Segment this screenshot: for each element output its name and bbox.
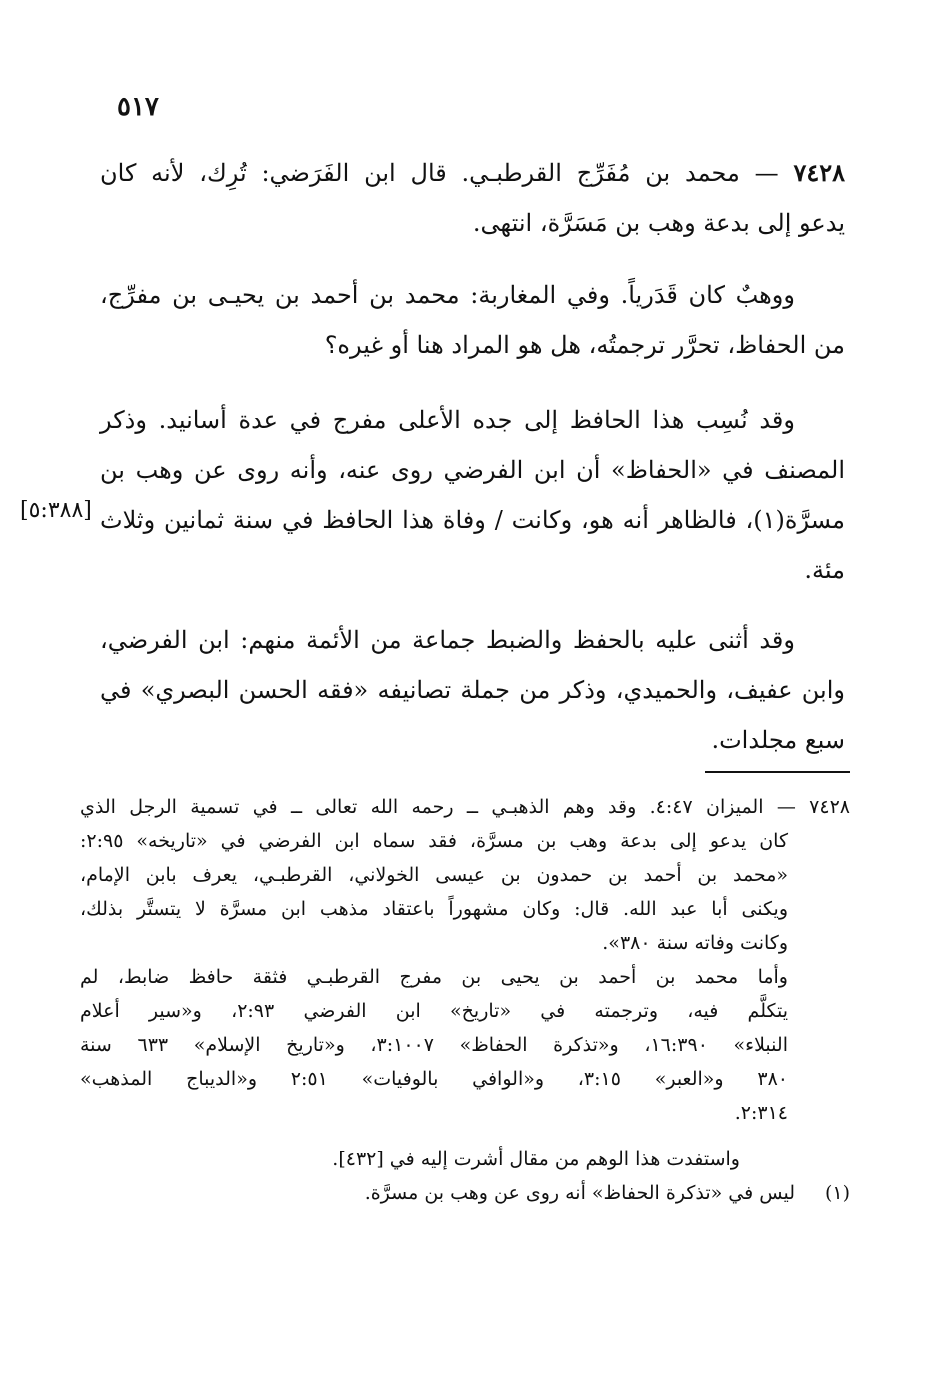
paragraph-3	[100, 615, 845, 765]
entry-number: ٧٤٢٨	[793, 158, 845, 187]
footnote-line: ٢:٣١٤.	[734, 1102, 788, 1124]
entry-text: — محمد بن مُفَرِّج القرطبـي. قال ابن الفَرَضي: تُرِك، لأنه كان	[100, 159, 779, 187]
footnote-line: كان يدعو إلى بدعة وهب بن مسرَّة، فقد سماه ابن الفرضي في «تاريخه» ٢:٩٥:	[80, 830, 788, 852]
paragraph-2	[100, 395, 845, 595]
page-number: ٥١٧	[117, 92, 159, 122]
text-line: وابن عفيف، والحميدي، وذكر من جملة تصانيفه «فقه الحسن البصري» في	[100, 676, 845, 704]
footnote-line: واستفدت هذا الوهم من مقال أشرت إليه في [٤٣٢].	[332, 1148, 740, 1170]
footnote-line: «محمد بن أحمد بن حمدون بن عيسى الخولاني، القرطبـي، يعرف بابن الإمام،	[80, 864, 788, 886]
footnote-line	[80, 790, 850, 824]
footnote-text: — الميزان ٤:٤٧. وقد وهم الذهبـي ــ رحمه الله تعالى ــ في تسمية الرجل الذي	[80, 796, 796, 818]
text-line: ووهبٌ كان قَدَرياً. وفي المغاربة: محمد بن أحمد بن يحيـى بن مفرِّج،	[100, 281, 795, 309]
footnote-line: وكانت وفاته سنة ٣٨٠».	[602, 932, 788, 954]
footnote-number: ٧٤٢٨	[809, 796, 850, 818]
volume-reference: [٥:٣٨٨]	[20, 498, 92, 523]
footnote-text: ليس في «تذكرة الحفاظ» أنه روى عن وهب بن مسرَّة.	[364, 1182, 795, 1204]
text-line: المصنف في «الحفاظ» أن ابن الفرضي روى عنه، وأنه روى عن وهب بن	[100, 456, 845, 484]
footnote-divider	[705, 771, 850, 773]
text-line: من الحفاظ، تحرَّر ترجمتُه، هل هو المراد هنا أو غيره؟	[324, 331, 845, 359]
entry-block	[100, 148, 845, 248]
text-line: وقد نُسِب هذا الحافظ إلى جده الأعلى مفرج في عدة أسانيد. وذكر	[100, 406, 795, 434]
text-line: سبع مجلدات.	[711, 726, 845, 754]
footnote-line	[80, 1176, 850, 1210]
footnote-line: النبلاء» ١٦:٣٩٠، و«تذكرة الحفاظ» ٣:١٠٠٧، و«تاريخ الإسلام» ٦٣٣ سنة	[80, 1034, 788, 1056]
entry-line: يدعو إلى بدعة وهب بن مَسَرَّة، انتهى.	[472, 209, 845, 237]
entry-line	[100, 148, 845, 198]
footnote-entry	[80, 790, 850, 1210]
text-line: مسرَّة(١)، فالظاهر أنه هو، وكانت / وفاة هذا الحافظ في سنة ثمانين وثلاث	[100, 506, 845, 534]
footnote-line: وأما محمد بن أحمد بن يحيى بن مفرج القرطبـي فثقة حافظ ضابط، لم	[80, 966, 788, 988]
footnote-number: (١)	[824, 1182, 850, 1204]
footnote-line: يتكلَّم فيه، وترجمته في «تاريخ» ابن الفرضي ٢:٩٣، و«سير أعلام	[80, 1000, 788, 1022]
footnote-line: ويكنى أبا عبد الله. قال: وكان مشهوراً باعتقاد مذهب ابن مسرَّة لا يتستَّر بذلك،	[80, 898, 788, 920]
footnote-line: ٣٨٠ و«العبر» ٣:١٥، و«الوافي بالوفيات» ٢:٥١ و«الديباج المذهب»	[80, 1068, 788, 1090]
text-line: وقد أثنى عليه بالحفظ والضبط جماعة من الأئمة منهم: ابن الفرضي،	[100, 626, 795, 654]
paragraph-1	[100, 270, 845, 370]
text-line: مئة.	[804, 556, 845, 584]
